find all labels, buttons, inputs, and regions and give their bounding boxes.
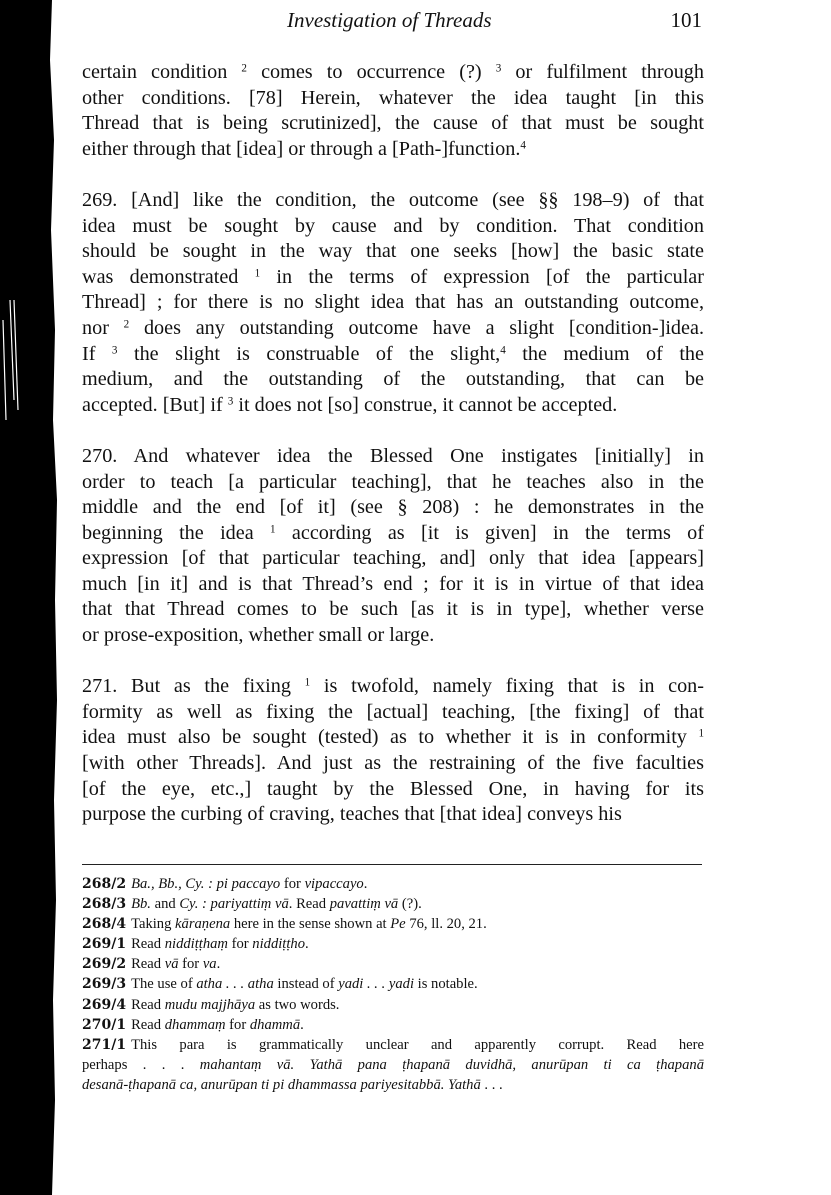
text-run: perhaps . . .: [82, 1056, 200, 1073]
footnote-marker: 1: [698, 727, 704, 740]
footnote-marker: 3: [227, 395, 234, 408]
text-run: as two words.: [255, 996, 340, 1013]
text-run: in the terms of expression [of the particular: [260, 265, 704, 288]
running-title: Investigation of Threads: [287, 8, 492, 32]
text-run: is twofold, namely fixing that is in con-: [310, 675, 704, 698]
italic-run: niddiṭṭho: [252, 936, 305, 953]
text-run: for: [280, 876, 305, 892]
text-run: according as [it is given] in the terms of: [275, 521, 704, 544]
text-line: [82, 111, 704, 137]
text-line: [82, 802, 704, 828]
text-line: [82, 700, 704, 726]
text-run: Taking: [131, 916, 176, 933]
text-run: (?).: [398, 896, 422, 913]
paragraph-cont: [82, 60, 704, 162]
body-text: [82, 60, 704, 853]
footnote-ref: 271/1: [82, 1036, 127, 1053]
footnotes: [82, 874, 704, 1095]
text-run: it does not [so] construe, it cannot be accepted.: [233, 393, 618, 416]
text-run: middle and the end [of it] (see § 208) : he demonstrates in the: [82, 496, 704, 519]
footnote-marker: 1: [254, 267, 261, 280]
italic-run: dhammā: [249, 1016, 301, 1033]
text-line: [82, 572, 704, 598]
text-run: or fulfilment through: [501, 61, 704, 83]
text-line: [82, 623, 704, 649]
text-run: Read: [131, 936, 165, 953]
text-line: [82, 239, 704, 265]
italic-run: mudu majjhāya: [164, 996, 256, 1013]
paragraph-270: [82, 444, 704, 649]
text-run: instead of: [273, 976, 339, 993]
italic-run: dhammaṃ: [164, 1016, 226, 1033]
footnote-marker: 3: [111, 343, 118, 356]
text-run: If: [82, 342, 112, 365]
text-run: Read: [131, 956, 165, 973]
text-run: Read: [131, 996, 165, 1013]
text-run: comes to occurrence (?): [246, 61, 496, 83]
text-line: [82, 265, 704, 291]
text-run: for: [225, 1016, 250, 1033]
italic-run: vā: [164, 956, 179, 973]
footnote-marker: 4: [520, 139, 526, 152]
text-line: [82, 751, 704, 777]
footnote-ref: 268/3: [82, 896, 127, 913]
text-run: .: [305, 936, 309, 953]
footnote: [82, 914, 704, 934]
text-line: [82, 674, 704, 700]
italic-run: kāraṇena: [175, 916, 231, 933]
paragraph-271: [82, 674, 704, 828]
text-run: [with other Threads]. And just as the restraining of the five faculties: [82, 752, 704, 775]
footnote-marker: 1: [304, 676, 311, 689]
text-line: [82, 86, 704, 112]
text-line: [82, 188, 704, 214]
footnote: [82, 1035, 704, 1095]
footnote: [82, 995, 704, 1015]
text-run: . . .: [480, 1076, 503, 1093]
text-run: the medium of the: [505, 342, 704, 365]
footnote-ref: 268/2: [82, 876, 127, 892]
text-line: [82, 137, 704, 163]
footnote-line: [82, 1075, 704, 1095]
footnote-marker: 3: [495, 62, 502, 75]
text-line: [82, 444, 704, 470]
text-run: 270. And whatever idea the Blessed One instigates [initially] in: [82, 444, 704, 467]
text-line: [82, 470, 704, 496]
text-run: The use of: [131, 976, 197, 993]
italic-run: Bb.: [131, 896, 151, 913]
footnote-ref: 269/4: [82, 996, 127, 1013]
footnote-marker: 2: [241, 62, 247, 75]
text-run: much [in it] and is that Thread’s end ; for it is in virtue of that idea: [82, 572, 704, 595]
text-run: or prose-exposition, whether small or large.: [82, 624, 435, 647]
italic-run: atha . . . atha: [196, 976, 274, 993]
text-run: . Read: [288, 896, 330, 913]
text-run: certain condition: [82, 61, 242, 83]
italic-run: pavattiṃ vā: [329, 896, 399, 913]
italic-run: niddiṭṭhaṃ: [164, 936, 228, 953]
text-run: either through that [idea] or through a [Path-]function.: [82, 137, 521, 160]
text-run: .: [300, 1016, 304, 1033]
text-run: medium, and the outstanding of the outstanding, that can be: [82, 368, 704, 391]
italic-run: desanā-ṭhapanā ca, anurūpan ti pi dhammassa pariyesitabbā. Yathā: [82, 1076, 481, 1093]
text-run: nor: [82, 316, 124, 339]
text-run: formity as well as fixing the [actual] teaching, [the fixing] of that: [82, 700, 704, 723]
text-run: purpose the curbing of craving, teaches that [that idea] conveys his: [82, 803, 622, 826]
italic-run: Ba., Bb., Cy. : pi paccayo: [131, 876, 281, 892]
scan-shadow-edge: [0, 0, 60, 1195]
italic-run: Pe: [390, 916, 406, 933]
footnote-ref: 270/1: [82, 1016, 127, 1033]
text-run: was demonstrated: [82, 265, 255, 288]
footnote-ref: 268/4: [82, 916, 127, 933]
text-line: [82, 725, 704, 751]
paragraph-269: [82, 188, 704, 418]
footnote-ref: 269/1: [82, 936, 127, 953]
footnote-marker: 2: [123, 318, 130, 331]
text-run: beginning the idea: [82, 521, 271, 544]
text-run: .: [363, 876, 368, 892]
footnote: [82, 954, 704, 974]
text-run: accepted. [But] if: [82, 393, 228, 416]
footnote: [82, 894, 704, 914]
text-run: should be sought in the way that one seeks [how] the basic state: [82, 240, 704, 263]
text-line: [82, 214, 704, 240]
text-line: [82, 597, 704, 623]
text-run: idea must be sought by cause and by condition. That condition: [82, 214, 704, 237]
text-run: 271. But as the fixing: [82, 675, 305, 698]
text-run: for: [227, 936, 253, 953]
text-line: [82, 546, 704, 572]
text-run: here in the sense shown at: [230, 916, 391, 933]
footnote-line: [82, 1035, 704, 1055]
footnote: [82, 874, 704, 894]
text-run: for: [178, 956, 203, 973]
text-run: order to teach [a particular teaching], that he teaches also in the: [82, 470, 704, 493]
text-run: Thread that is being scrutinized], the cause of that must be sought: [82, 112, 704, 135]
text-run: that that Thread comes to be such [as it is in type], whether verse: [82, 598, 704, 621]
footnote-ref: 269/3: [82, 976, 127, 993]
footnote-marker: 1: [270, 523, 276, 536]
text-line: [82, 393, 704, 419]
text-run: the slight is construable of the slight,: [117, 342, 501, 365]
italic-run: Cy. : pariyattiṃ vā: [179, 896, 289, 913]
text-run: and: [150, 896, 180, 913]
text-line: [82, 521, 704, 547]
text-run: 76, ll. 20, 21.: [405, 916, 487, 933]
text-run: This para is grammatically unclear and apparently corrupt. Read here: [131, 1036, 704, 1053]
text-run: Thread] ; for there is no slight idea that has an outstanding outcome,: [82, 291, 704, 314]
footnote: [82, 974, 704, 994]
text-run: [of the eye, etc.,] taught by the Blessed One, in having for its: [82, 777, 704, 800]
footnote-line: [82, 1055, 704, 1075]
text-line: [82, 290, 704, 316]
text-line: [82, 777, 704, 803]
page-header: [82, 8, 704, 36]
italic-run: vipaccayo: [304, 876, 364, 892]
text-line: [82, 342, 704, 368]
italic-run: yadi . . . yadi: [338, 976, 415, 993]
text-run: is notable.: [414, 976, 478, 993]
page-number: 101: [670, 8, 702, 32]
text-run: other conditions. [78] Herein, whatever the idea taught [in this: [82, 86, 704, 109]
text-run: expression [of that particular teaching, and] only that idea [appears]: [82, 547, 704, 570]
italic-run: va: [202, 956, 217, 973]
footnote: [82, 934, 704, 954]
text-run: .: [216, 956, 221, 973]
text-line: [82, 367, 704, 393]
footnote-divider: [82, 864, 702, 865]
footnote-marker: 4: [500, 343, 506, 356]
italic-run: mahantaṃ vā. Yathā pana ṭhapanā duvidhā, anurūpan ti ca ṭhapanā: [199, 1056, 704, 1073]
text-run: does any outstanding outcome have a slight [condition-]idea.: [129, 316, 704, 339]
text-line: [82, 316, 704, 342]
footnote-ref: 269/2: [82, 956, 127, 973]
text-run: 269. [And] like the condition, the outcome (see §§ 198–9) of that: [82, 188, 704, 211]
text-line: [82, 60, 704, 86]
text-line: [82, 495, 704, 521]
footnote: [82, 1015, 704, 1035]
text-run: Read: [131, 1016, 165, 1033]
text-run: idea must also be sought (tested) as to whether it is in conformity: [82, 726, 699, 749]
